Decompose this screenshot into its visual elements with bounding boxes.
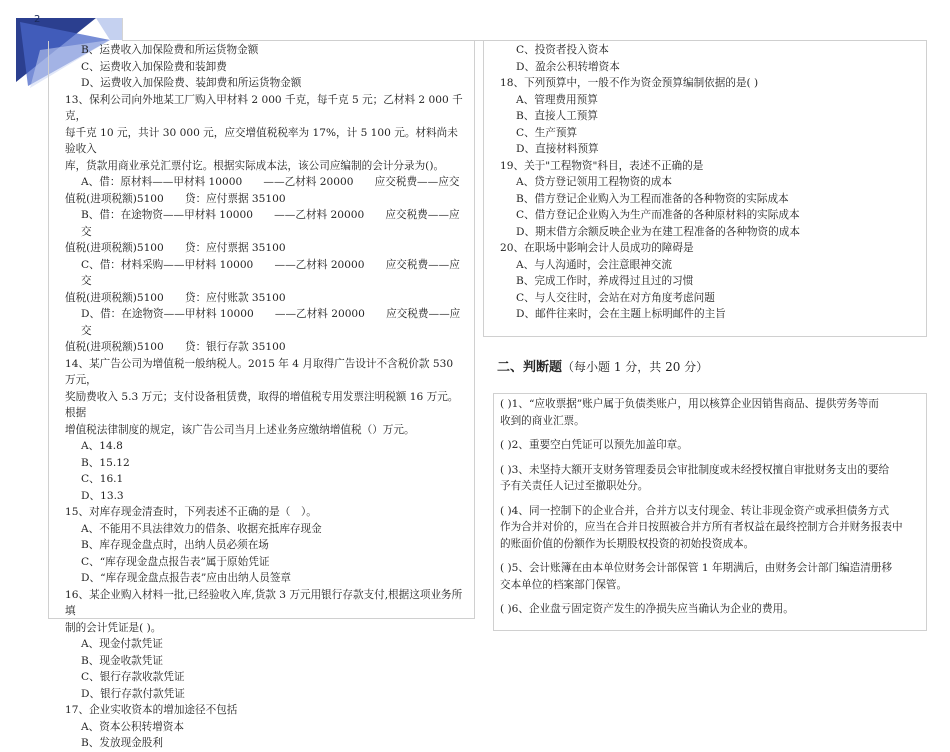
option-text: A、14.8 xyxy=(81,440,123,452)
header-rule-vertical xyxy=(122,18,123,40)
option-text: D、直接材料预算 xyxy=(516,143,599,155)
option-text: B、库存现金盘点时，出纳人员必须在场 xyxy=(81,539,269,551)
option-text: A、现金付款凭证 xyxy=(81,638,163,650)
option-text: D、“库存现金盘点报告表”应由出纳人员签章 xyxy=(81,572,292,584)
left-column xyxy=(48,41,475,749)
question-14-cont: 增值税法律制度的规定，该广告公司当月上述业务应缴纳增值税（）万元。 xyxy=(65,423,415,436)
option-text: C、“库存现金盘点报告表”属于原始凭证 xyxy=(81,555,270,568)
option-text: B、现金收款凭证 xyxy=(81,654,163,667)
question-16-cont: 制的会计凭证是( )。 xyxy=(65,621,162,634)
page-number: 2 xyxy=(34,14,41,25)
option-text-cont: 值税(进项税额)5100 贷：应付票据 35100 xyxy=(65,192,286,205)
option-text: A、与人沟通时，会注意眼神交流 xyxy=(516,258,672,271)
option-text: B、借：在途物资——甲材料 10000 ——乙材料 20000 应交税费——应交 xyxy=(81,209,460,238)
option-text: A、资本公积转增资本 xyxy=(81,720,184,733)
option-text: A、管理费用预算 xyxy=(516,93,598,106)
tf-question-text: ( )2、重要空白凭证可以预先加盖印章。 xyxy=(500,439,688,451)
option-text: C、16.1 xyxy=(81,473,124,485)
option-text: B、运费收入加保险费和所运货物金额 xyxy=(81,44,259,56)
tf-question-text: 予有关责任人记过至撤职处分。 xyxy=(500,480,649,492)
question-19: 19、关于"工程物资"科目，表述不正确的是 xyxy=(500,159,704,172)
option-text: A、贷方登记领用工程物资的成本 xyxy=(516,176,672,188)
option-text: B、15.12 xyxy=(81,456,130,469)
option-text: D、期末借方余额反映企业为在建工程准备的各种物资的成本 xyxy=(516,225,800,238)
section-heading xyxy=(497,356,708,375)
question-14-cont: 奖励费收入 5.3 万元；支付设备租赁费，取得的增值税专用发票注明税额 16 万元。根据 xyxy=(65,390,459,419)
option-text: D、银行存款付款凭证 xyxy=(81,687,185,700)
option-text-cont: 值税(进项税额)5100 贷：银行存款 35100 xyxy=(65,341,286,353)
question-20: 20、在职场中影响会计人员成功的障碍是 xyxy=(500,242,694,254)
option-text: C、生产预算 xyxy=(516,126,578,139)
option-text: C、借：材料采购——甲材料 10000 ——乙材料 20000 应交税费——应交 xyxy=(81,258,460,287)
tf-question-text: ( )1、“应收票据”账户属于负债类账户，用以核算企业因销售商品、提供劳务等而 xyxy=(500,398,879,410)
option-text: B、发放现金股利 xyxy=(81,737,163,749)
question-15: 15、对库存现金清查时，下列表述不正确的是（ ）。 xyxy=(65,506,317,518)
question-13-cont: 每千克 10 元，共计 30 000 元，应交增值税税率为 17%，计 5 100 元。材料尚未验收入 xyxy=(65,126,458,155)
tf-question-text: ( )4、同一控制下的企业合并，合并方以支付现金、转让非现金资产或承担债务方式 xyxy=(500,504,890,517)
question-18: 18、下列预算中，一般不作为资金预算编制依据的是( ) xyxy=(500,77,759,89)
option-text: D、邮件往来时，会在主题上标明邮件的主旨 xyxy=(516,308,726,320)
section-heading-title: 二、判断题 xyxy=(497,360,563,375)
option-text: D、盈余公积转增资本 xyxy=(516,60,620,73)
true-false-section xyxy=(493,393,927,631)
option-text: C、与人交往时，会站在对方角度考虑问题 xyxy=(516,291,715,304)
question-14: 14、某广告公司为增值税一般纳税人。2015 年 4 月取得广告设计不含税价款 530 万元， xyxy=(65,357,454,386)
tf-question-text: ( )3、未坚持大额开支财务管理委员会审批制度或未经授权擅自审批财务支出的要给 xyxy=(500,463,890,476)
tf-question-2 xyxy=(500,437,916,454)
option-text-cont: 值税(进项税额)5100 贷：应付票据 35100 xyxy=(65,242,286,254)
section-heading-note: （每小题 1 分，共 20 分） xyxy=(562,360,709,374)
tf-question-6 xyxy=(500,601,916,618)
option-text: B、直接人工预算 xyxy=(516,110,598,122)
tf-question-1 xyxy=(500,396,916,429)
tf-question-4 xyxy=(500,503,916,553)
option-text-cont: 值税(进项税额)5100 贷：应付账款 35100 xyxy=(65,291,286,304)
tf-question-3 xyxy=(500,462,916,495)
option-text: A、不能用不具法律效力的借条、收据充抵库存现金 xyxy=(81,522,322,535)
option-text: D、运费收入加保险费、装卸费和所运货物金额 xyxy=(81,77,302,89)
option-text: C、运费收入加保险费和装卸费 xyxy=(81,60,227,73)
tf-question-text: 的账面价值的份额作为长期股权投资的初始投资成本。 xyxy=(500,537,755,550)
option-text: B、借方登记企业购入为工程而准备的各种物资的实际成本 xyxy=(516,192,789,205)
tf-question-text: 收到的商业汇票。 xyxy=(500,414,585,427)
question-17: 17、企业实收资本的增加途径不包括 xyxy=(65,704,238,716)
option-text: D、13.3 xyxy=(81,489,124,502)
option-text: A、借：原材料——甲材料 10000 ——乙材料 20000 应交税费——应交 xyxy=(81,176,460,188)
option-text: B、完成工作时，养成得过且过的习惯 xyxy=(516,275,694,287)
option-text: C、借方登记企业购入为生产而准备的各种原材料的实际成本 xyxy=(516,209,800,221)
question-16: 16、某企业购入材料一批,已经验收入库,货款 3 万元用银行存款支付,根据这项业务所填 xyxy=(65,588,463,617)
tf-question-text: 作为合并对价的，应当在合并日按照被合并方所有者权益在最终控制方合并财务报表中 xyxy=(500,521,903,533)
right-column xyxy=(483,41,927,337)
option-text: C、投资者投入资本 xyxy=(516,44,609,56)
tf-question-text: ( )6、企业盘亏固定资产发生的净损失应当确认为企业的费用。 xyxy=(500,603,794,615)
tf-question-5 xyxy=(500,560,916,593)
question-13-cont: 库，货款用商业承兑汇票付讫。根据实际成本法，该公司应编制的会计分录为()。 xyxy=(65,159,445,172)
question-13: 13、保利公司向外地某工厂购入甲材料 2 000 千克，每千克 5 元；乙材料 2 000 千克， xyxy=(65,93,463,122)
option-text: D、借：在途物资——甲材料 10000 ——乙材料 20000 应交税费——应交 xyxy=(81,308,461,337)
option-text: C、银行存款收款凭证 xyxy=(81,671,185,683)
tf-question-text: 交本单位的档案部门保管。 xyxy=(500,578,628,591)
tf-question-text: ( )5、会计账簿在由本单位财务会计部保管 1 年期满后，由财务会计部门编造清册移 xyxy=(500,562,893,574)
